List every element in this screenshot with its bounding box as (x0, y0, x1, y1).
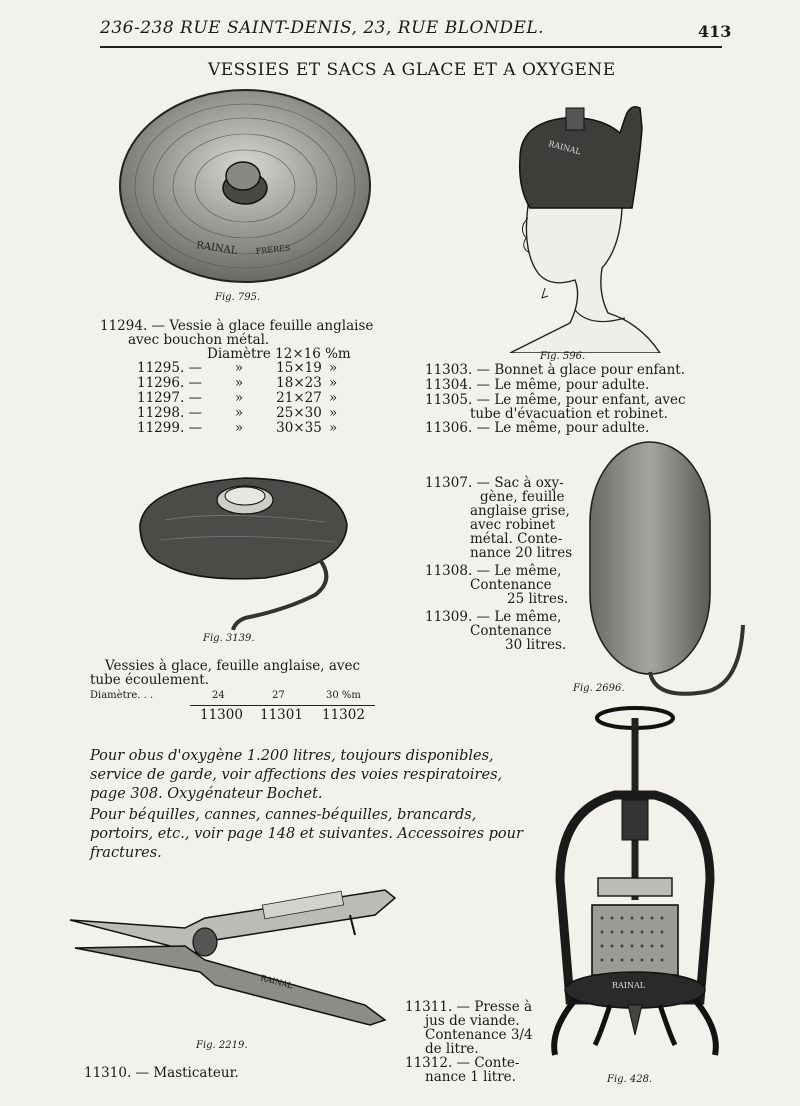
header-divider (100, 46, 722, 48)
press-line-3: Contenance 3/4 (425, 1027, 533, 1043)
press-line-4: de litre. (425, 1041, 479, 1057)
oxygen-line-9: 25 litres. (507, 591, 569, 607)
ecoulement-ref-11302: 11302 (322, 707, 365, 723)
header-address: 236-238 RUE SAINT-DENIS, 23, RUE BLONDEL. (100, 18, 545, 38)
oxygen-line-8: Contenance (470, 577, 552, 593)
item-11294-line1: 11294. — Vessie à glace feuille anglaise (100, 318, 374, 334)
oxygen-line-2: gène, feuille (480, 489, 565, 505)
oxygen-line-6: nance 20 litres (470, 545, 573, 561)
press-line-5: 11312. — Conte- (405, 1055, 520, 1071)
masticator-illustration (65, 880, 400, 1040)
figure-caption-596: Fig. 596. (540, 351, 586, 362)
page-title: VESSIES ET SACS A GLACE ET A OXYGENE (208, 60, 616, 80)
bonnet-line-4: tube d'évacuation et robinet. (470, 406, 668, 422)
figure-caption-2219: Fig. 2219. (196, 1040, 248, 1051)
ecoulement-table-rule (190, 705, 375, 706)
size-row: 11295. — » 15×19 » (137, 360, 338, 376)
item-11294-line2: avec bouchon métal. (128, 332, 270, 348)
bonnet-line-3: 11305. — Le même, pour enfant, avec (425, 392, 686, 408)
ice-bag-tube-illustration (135, 470, 355, 635)
note-oxygen: Pour obus d'oxygène 1.200 litres, toujours disponibles, service de garde, voir affections des voies respiratoires, page 308. Oxygénateur Bochet. (90, 748, 503, 802)
ecoulement-ref-11300: 11300 (200, 707, 243, 723)
note-crutches: Pour béquilles, cannes, cannes-béquilles, brancards, portoirs, etc., voir page 148 et suivantes. Accessoires pour fractures. (90, 807, 523, 861)
oxygen-line-4: avec robinet (470, 517, 556, 533)
press-brand-stamp: RAINAL (612, 981, 646, 990)
ecoulement-diameter-24: 24 (212, 690, 225, 701)
oxygen-line-3: anglaise grise, (470, 503, 570, 519)
figure-caption-428: Fig. 428. (607, 1074, 653, 1085)
oxygen-line-12: 30 litres. (505, 637, 567, 653)
press-line-6: nance 1 litre. (425, 1069, 516, 1085)
figure-caption-2696: Fig. 2696. (573, 683, 625, 694)
masticator-brand-stamp: RAINAL (259, 973, 294, 991)
press-line-1: 11311. — Presse à (405, 999, 533, 1015)
figure-caption-795: Fig. 795. (215, 292, 261, 303)
ecoulement-line-2: tube écoulement. (90, 672, 209, 688)
oxygen-line-10: 11309. — Le même, (425, 609, 562, 625)
bladder-brand-stamp-2: FRERES (255, 243, 291, 256)
item-11310: 11310. — Masticateur. (84, 1065, 239, 1081)
ecoulement-line-1: Vessies à glace, feuille anglaise, avec (105, 658, 361, 674)
ice-bladder-illustration (118, 88, 373, 293)
bonnet-line-1: 11303. — Bonnet à glace pour enfant. (425, 362, 686, 378)
meat-press-illustration (540, 700, 730, 1075)
diameter-label: Diamètre 12×16 %m (207, 346, 351, 362)
oxygen-line-11: Contenance (470, 623, 552, 639)
figure-caption-3139: Fig. 3139. (203, 633, 255, 644)
page-number: 413 (698, 22, 732, 41)
press-line-2: jus de viande. (425, 1013, 520, 1029)
size-row: 11296. — » 18×23 » (137, 375, 338, 391)
size-row: 11299. — » 30×35 » (137, 420, 338, 436)
ecoulement-diameter-30: 30 %m (326, 690, 361, 701)
bonnet-line-5: 11306. — Le même, pour adulte. (425, 420, 650, 436)
ecoulement-diameter-27: 27 (272, 690, 285, 701)
bonnet-brand-stamp: RAINAL (547, 139, 582, 157)
oxygen-line-1: 11307. — Sac à oxy- (425, 475, 564, 491)
bonnet-line-2: 11304. — Le même, pour adulte. (425, 377, 650, 393)
size-row: 11297. — » 21×27 » (137, 390, 338, 406)
size-row: 11298. — » 25×30 » (137, 405, 338, 421)
bladder-brand-stamp: RAINAL (195, 240, 239, 257)
ecoulement-diameter-label: Diamètre. . . (90, 690, 154, 701)
oxygen-line-5: métal. Conte- (470, 531, 563, 547)
ecoulement-ref-11301: 11301 (260, 707, 303, 723)
ice-bonnet-illustration (490, 98, 670, 353)
oxygen-bag-illustration (585, 440, 755, 700)
oxygen-line-7: 11308. — Le même, (425, 563, 562, 579)
